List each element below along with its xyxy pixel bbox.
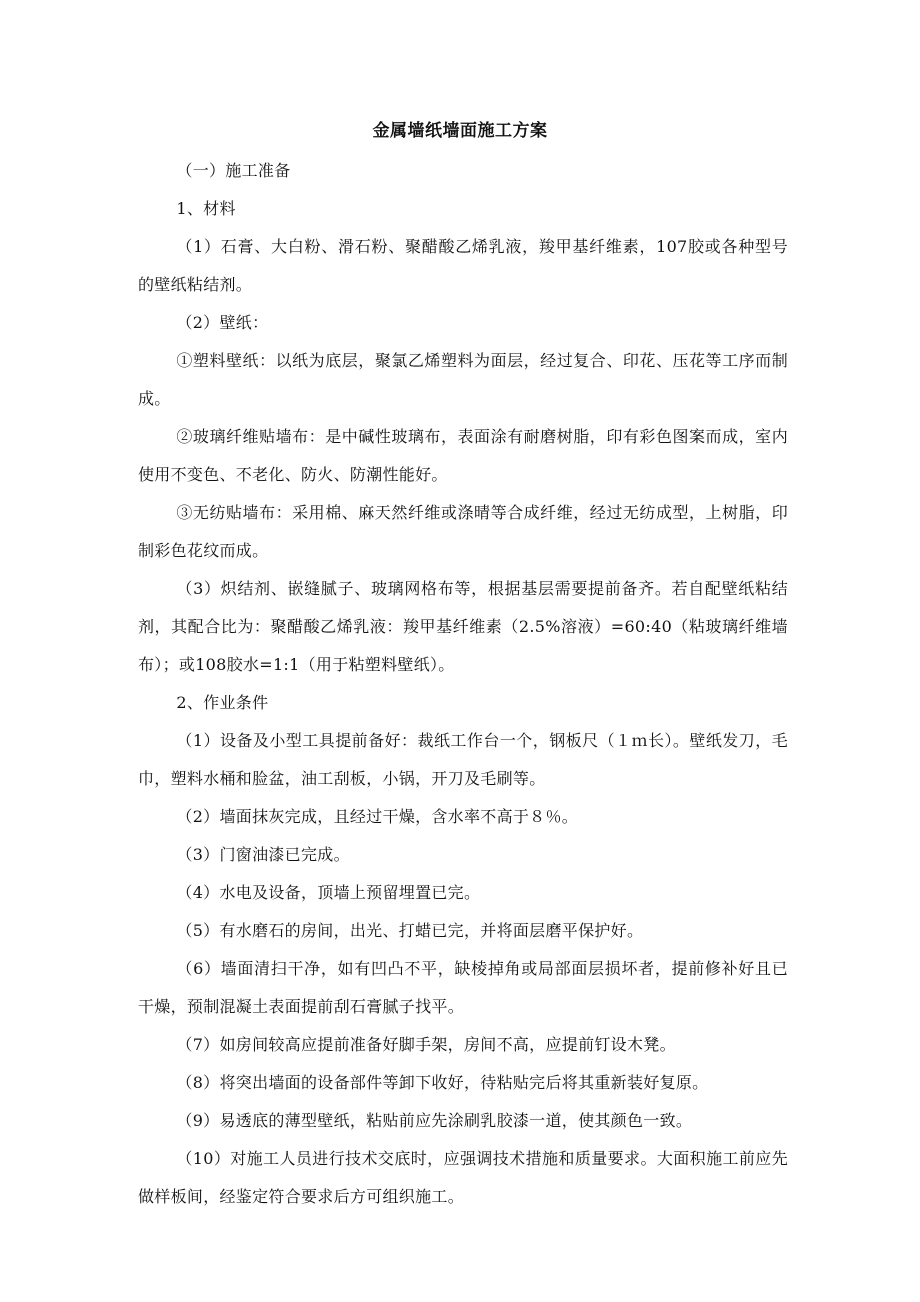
paragraph: （3）炽结剂、嵌缝腻子、玻璃网格布等，根据基层需要提前备齐。若自配壁纸粘结剂，其配合比为：聚醋酸乙烯乳液：羧甲基纤维素（2.5%溶液）=60:40（粘玻璃纤维墙布）；或108胶水=1:1（用于粘塑料壁纸）。	[138, 579, 788, 674]
document-title: 金属墙纸墙面施工方案	[372, 121, 548, 141]
paragraph: （1）设备及小型工具提前备好：裁纸工作台一个，钢板尺（１ｍ长）。壁纸发刀，毛巾，塑料水桶和脸盆，油工刮板，小锅，开刀及毛刷等。	[138, 731, 788, 788]
paragraph: （4）水电及设备，顶墙上预留埋置已完。	[176, 883, 481, 902]
document-body	[138, 152, 788, 1216]
paragraph: （3）门窗油漆已完成。	[176, 845, 350, 864]
paragraph: （1）石膏、大白粉、滑石粉、聚醋酸乙烯乳液，羧甲基纤维素，107胶或各种型号的壁纸粘结剂。	[138, 237, 788, 294]
paragraph: （6）墙面清扫干净，如有凹凸不平，缺棱掉角或局部面层损坏者，提前修补好且已干燥，预制混凝土表面提前刮石膏腻子找平。	[138, 959, 788, 1016]
paragraph: （10）对施工人员进行技术交底时，应强调技术措施和质量要求。大面积施工前应先做样板间，经鉴定符合要求后方可组织施工。	[138, 1149, 788, 1206]
section-heading: （一）施工准备	[176, 161, 291, 180]
paragraph: （5）有水磨石的房间，出光、打蜡已完，并将面层磨平保护好。	[176, 921, 644, 940]
subsection-heading: 1、材料	[176, 199, 236, 218]
paragraph: （2）墙面抹灰完成，且经过干燥，含水率不高于８％。	[176, 807, 579, 826]
paragraph: （7）如房间较高应提前准备好脚手架，房间不高，应提前钉设木凳。	[176, 1035, 676, 1054]
subsection-heading: 2、作业条件	[176, 693, 269, 712]
paragraph: （2）壁纸：	[176, 313, 269, 332]
paragraph: （8）将突出墙面的设备部件等卸下收好，待粘贴完后将其重新装好复原。	[176, 1073, 709, 1092]
paragraph: ①塑料壁纸：以纸为底层，聚氯乙烯塑料为面层，经过复合、印花、压花等工序而制成。	[138, 351, 788, 408]
paragraph: ③无纺贴墙布：采用棉、麻天然纤维或涤晴等合成纤维，经过无纺成型，上树脂，印制彩色花纹而成。	[138, 503, 788, 560]
paragraph: （9）易透底的薄型壁纸，粘贴前应先涂刷乳胶漆一道，使其颜色一致。	[176, 1111, 693, 1130]
paragraph: ②玻璃纤维贴墙布：是中碱性玻璃布，表面涂有耐磨树脂，印有彩色图案而成，室内使用不变色、不老化、防火、防潮性能好。	[138, 427, 788, 484]
